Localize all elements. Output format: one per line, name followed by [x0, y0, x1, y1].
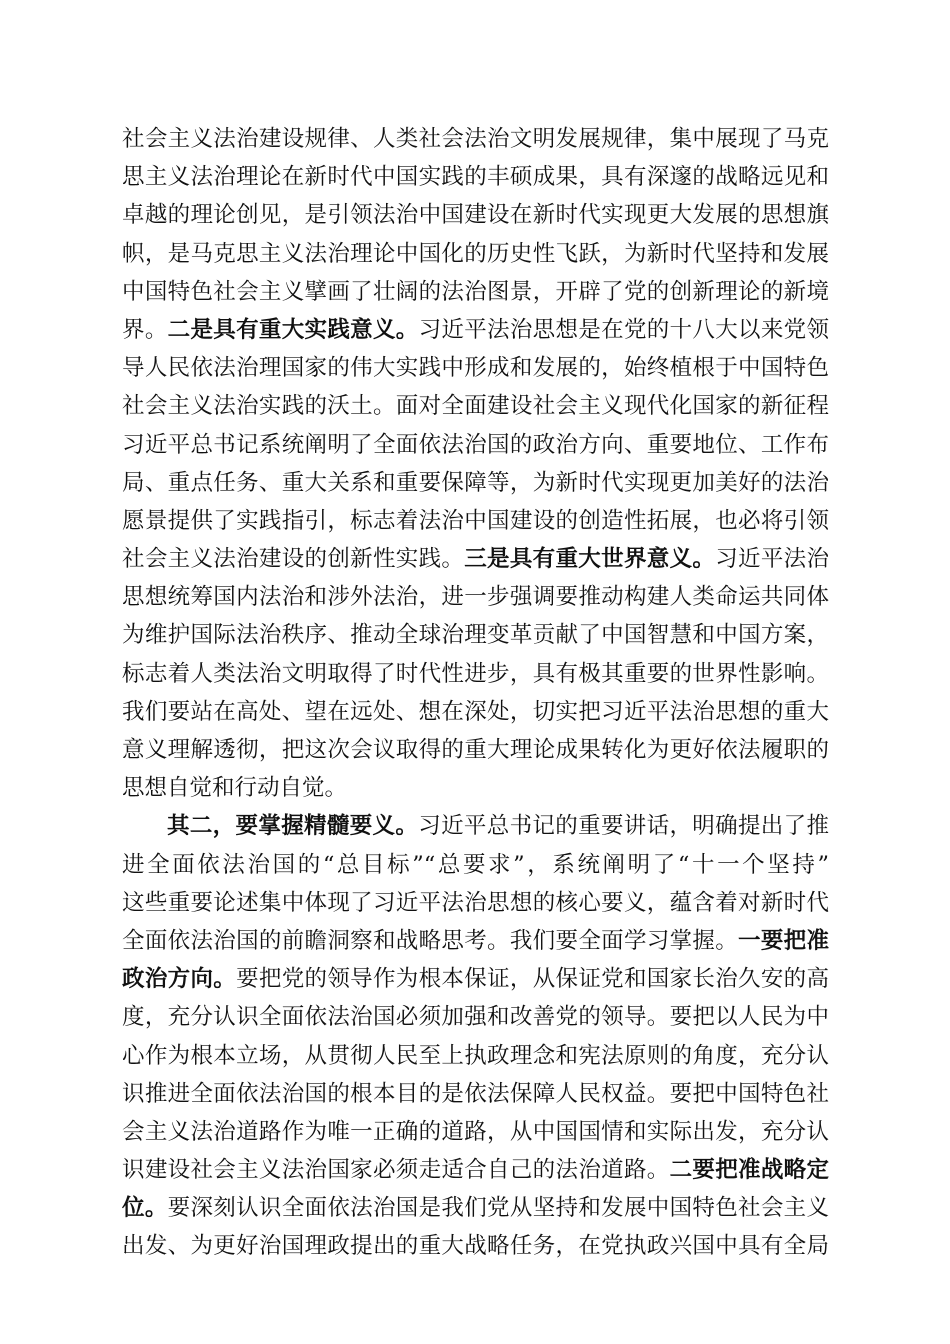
bold-heading-text: 其二，要掌握精髓要义。: [167, 813, 419, 840]
bold-heading-text: 政治方向。: [122, 966, 237, 993]
text-line: [122, 273, 829, 311]
text-line: [122, 502, 829, 540]
body-text: 识推进全面依法治国的根本目的是依法保障人民权益。要把中国特色社: [122, 1080, 829, 1107]
text-line: [122, 1075, 829, 1113]
text-line: [122, 311, 829, 349]
body-text: 识建设社会主义法治国家必须走适合自己的法治道路。: [122, 1157, 670, 1184]
body-text: 为维护国际法治秩序、推动全球治理变革贡献了中国智慧和中国方案，: [122, 622, 829, 649]
text-line: [122, 196, 829, 234]
text-line: [122, 693, 829, 731]
text-line: [122, 731, 829, 769]
text-line: [122, 655, 829, 693]
body-text: 这些重要论述集中体现了习近平法治思想的核心要义，蕴含着对新时代: [122, 889, 829, 916]
body-text: 要深刻认识全面依法治国是我们党从坚持和发展中国特色社会主义: [167, 1195, 829, 1222]
body-text: 社会主义法治实践的沃土。面对全面建设社会主义现代化国家的新征程: [122, 393, 829, 420]
body-text: 局、重点任务、重大关系和重要保障等，为新时代实现更加美好的法治: [122, 469, 829, 496]
body-text: 思主义法治理论在新时代中国实践的丰硕成果，具有深邃的战略远见和: [122, 164, 829, 191]
body-text: 全面依法治国的前瞻洞察和战略思考。我们要全面学习掌握。: [122, 927, 739, 954]
bold-heading-text: 位。: [122, 1195, 168, 1222]
body-text: 帜，是马克思主义法治理论中国化的历史性飞跃，为新时代坚持和发展: [122, 240, 829, 267]
text-line: [122, 769, 829, 807]
body-text: 思想统筹国内法治和涉外法治，进一步强调要推动构建人类命运共同体: [122, 584, 829, 611]
text-line: [122, 578, 829, 616]
body-text: 界。: [122, 316, 168, 343]
text-line: [122, 540, 829, 578]
body-text: 社会主义法治建设规律、人类社会法治文明发展规律，集中展现了马克: [122, 126, 829, 152]
text-line: [122, 426, 829, 464]
body-text: 习近平法治: [715, 546, 829, 573]
text-line: [122, 1189, 829, 1227]
text-line: [122, 998, 829, 1036]
body-text: 思想自觉和行动自觉。: [122, 775, 348, 802]
bold-heading-text: 二是具有重大实践意义。: [167, 316, 419, 343]
body-text: 习近平法治思想是在党的十八大以来党领: [418, 316, 829, 343]
body-text: 心作为根本立场，从贯彻人民至上执政理念和宪法原则的角度，充分认: [122, 1042, 829, 1069]
body-text: 导人民依法治理国家的伟大实践中形成和发展的，始终植根于中国特色: [122, 355, 829, 382]
text-line: [122, 120, 829, 158]
bold-heading-text: 三是具有重大世界意义。: [464, 546, 716, 573]
text-line: [122, 1113, 829, 1151]
text-line: [122, 922, 829, 960]
text-line: [122, 464, 829, 502]
text-line: [122, 960, 829, 998]
bold-heading-text: 一要把准: [738, 927, 829, 954]
body-text: 进全面依法治国的“总目标”“总要求”，系统阐明了“十一个坚持”: [122, 851, 829, 878]
text-line: [122, 158, 829, 196]
text-line: [122, 1151, 829, 1189]
text-line: [122, 387, 829, 425]
body-text: 意义理解透彻，把这次会议取得的重大理论成果转化为更好依法履职的: [122, 737, 829, 763]
text-line: [122, 1037, 829, 1075]
body-text: 愿景提供了实践指引，标志着法治中国建设的创造性拓展，也必将引领: [122, 507, 829, 534]
body-text: 标志着人类法治文明取得了时代性进步，具有极其重要的世界性影响。: [122, 660, 829, 687]
body-text: 会主义法治道路作为唯一正确的道路，从中国国情和实际出发，充分认: [122, 1118, 829, 1145]
text-line: [122, 349, 829, 387]
text-line: [122, 846, 829, 884]
body-text: 我们要站在高处、望在远处、想在深处，切实把习近平法治思想的重大: [122, 698, 829, 725]
text-line: [122, 235, 829, 273]
body-text: 度，充分认识全面依法治国必须加强和改善党的领导。要把以人民为中: [122, 1004, 829, 1031]
text-line: [122, 1227, 829, 1265]
body-text: 习近平总书记的重要讲话，明确提出了推: [418, 813, 829, 840]
body-text: 习近平总书记系统阐明了全面依法治国的政治方向、重要地位、工作布: [122, 431, 829, 458]
body-text: 卓越的理论创见，是引领法治中国建设在新时代实现更大发展的思想旗: [122, 202, 829, 229]
text-line: [122, 807, 829, 845]
body-text: 要把党的领导作为根本保证，从保证党和国家长治久安的高: [236, 966, 829, 993]
body-text: 出发、为更好治国理政提出的重大战略任务，在党执政兴国中具有全局: [122, 1233, 829, 1260]
bold-heading-text: 二要把准战略定: [669, 1157, 829, 1184]
text-line: [122, 616, 829, 654]
body-text: 社会主义法治建设的创新性实践。: [122, 546, 465, 573]
body-text: 中国特色社会主义擘画了壮阔的法治图景，开辟了党的创新理论的新境: [122, 278, 829, 305]
text-line: [122, 884, 829, 922]
